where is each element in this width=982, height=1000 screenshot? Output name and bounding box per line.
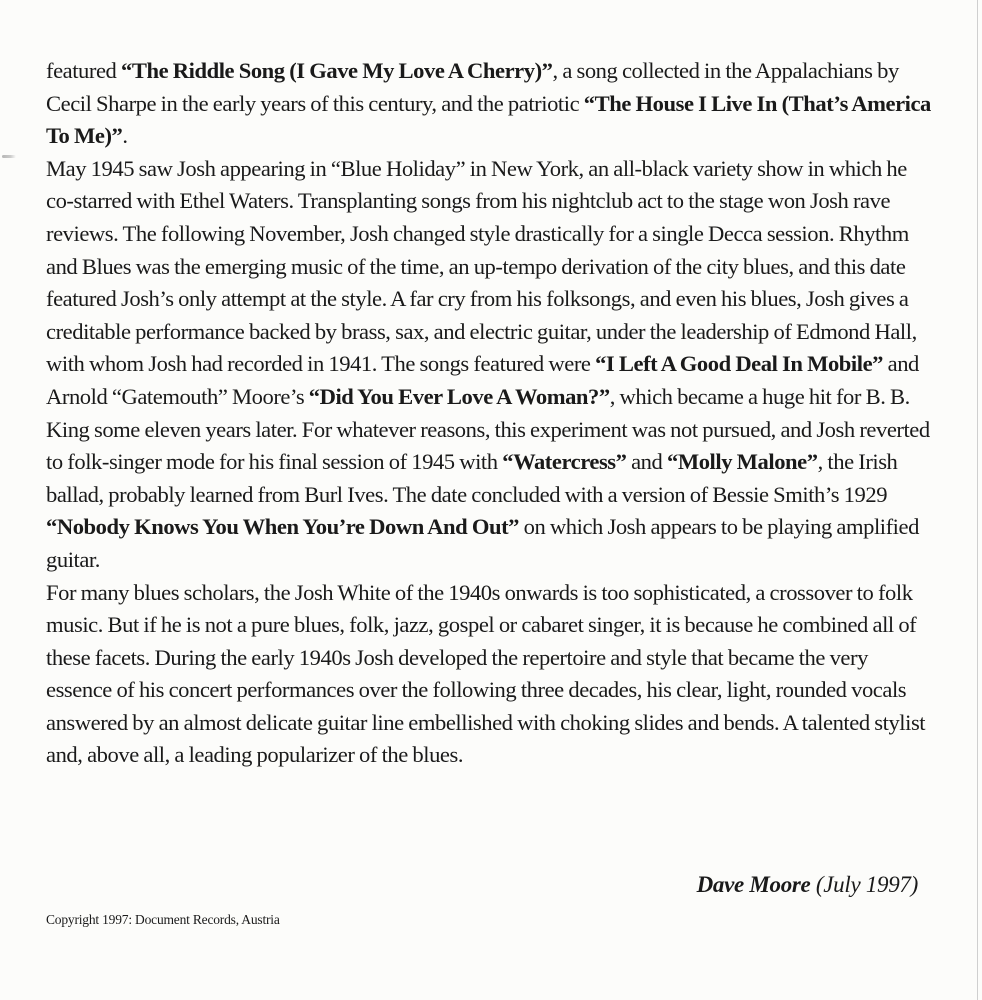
text-run: , the Irish ballad, probably learned from Burl Ives. The date concluded with a version of Bessie Smith’s 1929 (46, 449, 898, 507)
text-run: May 1945 saw Josh appearing in “Blue Holiday” in New York, an all-black variety show in which he co-starred with Ethel Waters. Transplanting songs from his nightclub act to the stage won Josh rave reviews. The following November, Josh changed style drastically for a single Decca session. Rhythm and Blues was the emerging music of the time, an up-tempo derivation of the city blues, and this date featured Josh’s only attempt at the style. A far cry from his folksongs, and even his blues, Josh gives a creditable performance backed by brass, sax, and electric guitar, under the leadership of Edmond Hall, with whom Josh had recorded in 1941. The songs featured were (46, 155, 917, 377)
song-title: “Molly Malone” (666, 449, 818, 475)
text-run: featured (46, 58, 122, 83)
text-run: and Arnold “Gatemouth” Moore’s (46, 351, 919, 409)
author-name: Dave Moore (696, 872, 811, 897)
text-run: and (626, 449, 667, 475)
song-title: “Watercress” (502, 449, 627, 475)
song-title: “I Left A Good Deal In Mobile” (595, 351, 884, 377)
song-title: “Did You Ever Love A Woman?” (308, 383, 610, 409)
text-run: For many blues scholars, the Josh White of the 1940s onwards is too sophisticated, a crossover to folk music. But if he is not a pure blues, folk, jazz, gospel or cabaret singer, it is because he combined all of these facets. During the early 1940s Josh developed the repertoire and style that became the very essence of his concert performances over the following three decades, his clear, light, rounded vocals answered by an almost delicate guitar line embellished with choking slides and bends. A talented stylist and, above all, a leading popularizer of the blues. (46, 579, 926, 768)
song-title: “The Riddle Song (I Gave My Love A Cherry)” (121, 58, 553, 83)
page-edge (977, 0, 978, 1000)
paragraph-2 (46, 153, 936, 577)
liner-notes-body (46, 55, 936, 772)
paragraph-3 (46, 577, 936, 773)
signature-date: (July 1997) (810, 872, 918, 897)
paragraph-1 (46, 55, 936, 153)
copyright-notice: Copyright 1997: Document Records, Austria (46, 912, 280, 927)
author-signature (697, 872, 918, 898)
text-run: . (122, 123, 128, 149)
song-title: “The House I Live In (That’s America To Me)” (46, 90, 931, 149)
text-run: , a song collected in the Appalachians by Cecil Sharpe in the early years of this century, and the patriotic (46, 58, 899, 116)
scan-speck (2, 155, 16, 158)
song-title: “Nobody Knows You When You’re Down And Out” (46, 514, 520, 540)
text-run: on which Josh appears to be playing amplified guitar. (46, 514, 919, 572)
text-run: , which became a huge hit for B. B. King some eleven years later. For whatever reasons, this experiment was not pursued, and Josh reverted to folk-singer mode for his final session of 1945 with (46, 383, 930, 475)
